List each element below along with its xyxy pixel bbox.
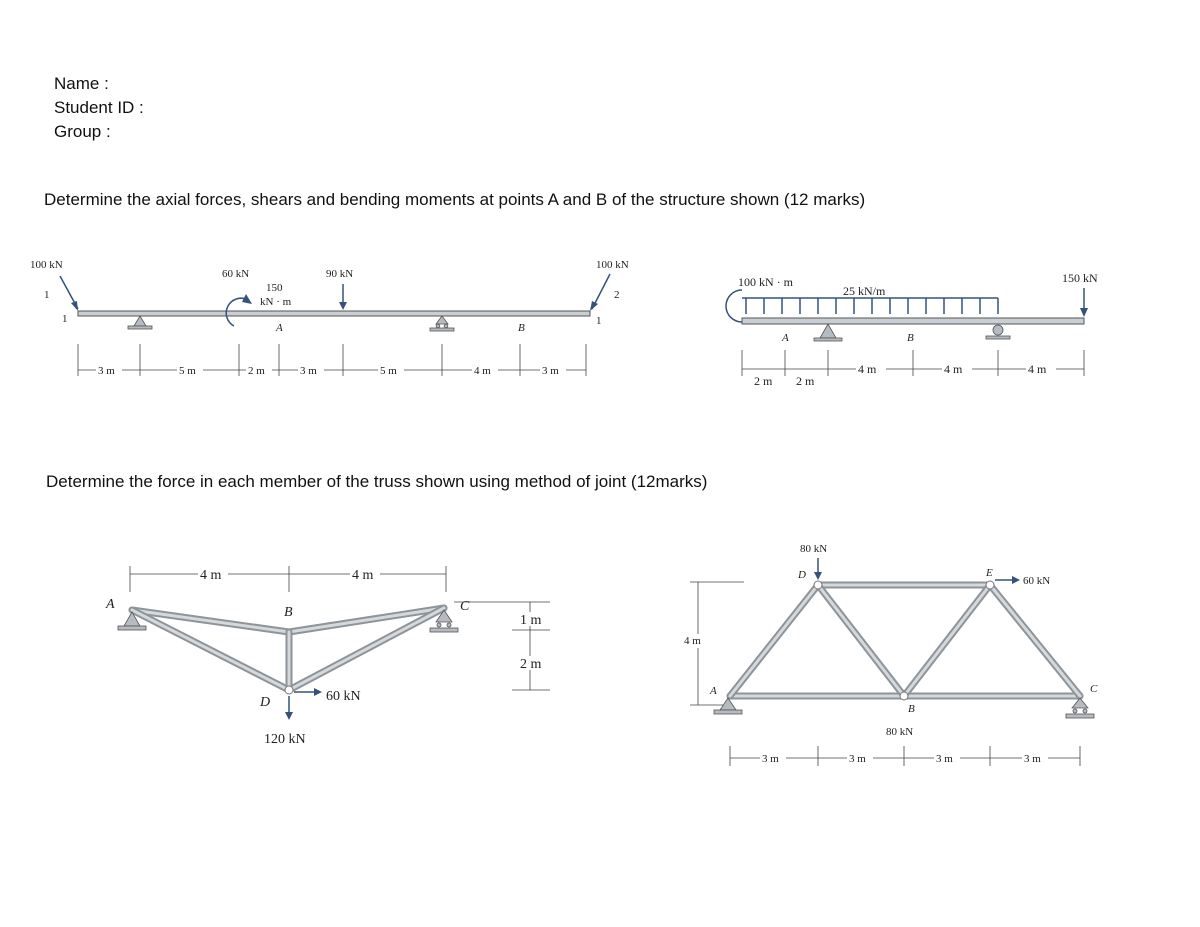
truss-2-load-b: 80 kN: [886, 726, 914, 738]
load-150kn: 150 kN: [1062, 271, 1098, 285]
beam-2-diagram: [726, 271, 1098, 388]
truss-2-joint-b: B: [908, 703, 915, 715]
beam-1-dim-4: 3 m: [300, 365, 317, 377]
truss-2-roller-support-c: [1066, 698, 1094, 718]
moment-150-value: 150: [266, 282, 283, 294]
truss-1-members: [132, 608, 444, 690]
load-100kn-right: 100 kN: [596, 259, 629, 271]
question-2-text: Determine the force in each member of the truss shown using method of joint (12marks): [46, 472, 708, 491]
truss-1-dim-1m: 1 m: [520, 613, 542, 628]
beam-1-dim-2: 5 m: [179, 365, 196, 377]
student-id-label: Student ID :: [54, 98, 144, 117]
moment-100-label: 100 kN · m: [738, 275, 793, 289]
beam-1-dim-3: 2 m: [248, 365, 265, 377]
beam-1-diagram: [30, 259, 629, 377]
question-1-text: Determine the axial forces, shears and bending moments at points A and B of the structure shown (12 marks): [44, 190, 866, 209]
beam-2-dim-1: 2 m: [754, 374, 773, 388]
name-label: Name :: [54, 74, 109, 93]
truss-2-load-e: 60 kN: [1023, 575, 1051, 587]
truss-2-joint-c: C: [1090, 683, 1098, 695]
load-100kn-left: 100 kN: [30, 259, 63, 271]
truss-2-members: [730, 585, 1080, 696]
roller-support-right: [430, 316, 454, 331]
load-90kn: 90 kN: [326, 268, 354, 280]
truss-2-height-dim: 4 m: [684, 635, 701, 647]
truss-1-joint-a: A: [106, 597, 115, 612]
beam-2-dim-4: 4 m: [944, 362, 963, 376]
truss-2-joint-a: A: [710, 685, 717, 697]
beam-2: [742, 318, 1084, 324]
truss-2-dim-4: 3 m: [1024, 753, 1041, 765]
load-60kn: 60 kN: [222, 268, 250, 280]
beam-1-dim-5: 5 m: [380, 365, 397, 377]
beam-1-dim-7: 3 m: [542, 365, 559, 377]
slope-left-a: 1: [44, 289, 50, 301]
fixed-support-beam-2: [814, 324, 842, 341]
truss-1-dim-top-left: 4 m: [200, 568, 222, 583]
point-b-beam-2: B: [907, 332, 914, 344]
distributed-load-arrows: [746, 298, 998, 314]
point-a-beam-2: A: [782, 332, 789, 344]
truss-2-diagram: [684, 543, 1098, 766]
group-label: Group :: [54, 122, 111, 141]
truss-2-pin-support-a: [714, 698, 742, 714]
slope-right-b: 1: [596, 315, 602, 327]
moment-150-unit: kN · m: [260, 296, 292, 308]
truss-2-dim-1: 3 m: [762, 753, 779, 765]
truss-1-diagram: [105, 566, 550, 747]
beam-2-dim-3: 4 m: [858, 362, 877, 376]
distributed-load-label: 25 kN/m: [843, 284, 886, 298]
truss-1-load-120kn: 120 kN: [264, 732, 306, 747]
truss-2-dim-3: 3 m: [936, 753, 953, 765]
truss-1-load-60kn: 60 kN: [326, 689, 361, 704]
beam-1: [78, 311, 590, 316]
moment-arc-beam-2: [726, 290, 742, 322]
slope-left-b: 1: [62, 313, 68, 325]
point-b-beam-1: B: [518, 322, 525, 334]
beam-2-dim-2: 2 m: [796, 374, 815, 388]
truss-2-load-d: 80 kN: [800, 543, 828, 555]
truss-1-joint-b: B: [284, 605, 293, 620]
beam-2-dim-5: 4 m: [1028, 362, 1047, 376]
point-a-beam-1: A: [276, 322, 283, 334]
truss-2-joint-d: D: [798, 569, 806, 581]
truss-1-joint-d: D: [260, 695, 271, 710]
beam-1-dim-6: 4 m: [474, 365, 491, 377]
roller-support-beam-2: [986, 325, 1010, 339]
truss-1-dim-2m: 2 m: [520, 657, 542, 672]
slope-right-a: 2: [614, 289, 620, 301]
truss-2-dim-2: 3 m: [849, 753, 866, 765]
truss-2-joint-e: E: [986, 567, 993, 579]
pin-support-left: [128, 316, 152, 329]
truss-1-joint-c: C: [460, 599, 470, 614]
beam-1-dim-1: 3 m: [98, 365, 115, 377]
truss-1-dim-top-right: 4 m: [352, 568, 374, 583]
